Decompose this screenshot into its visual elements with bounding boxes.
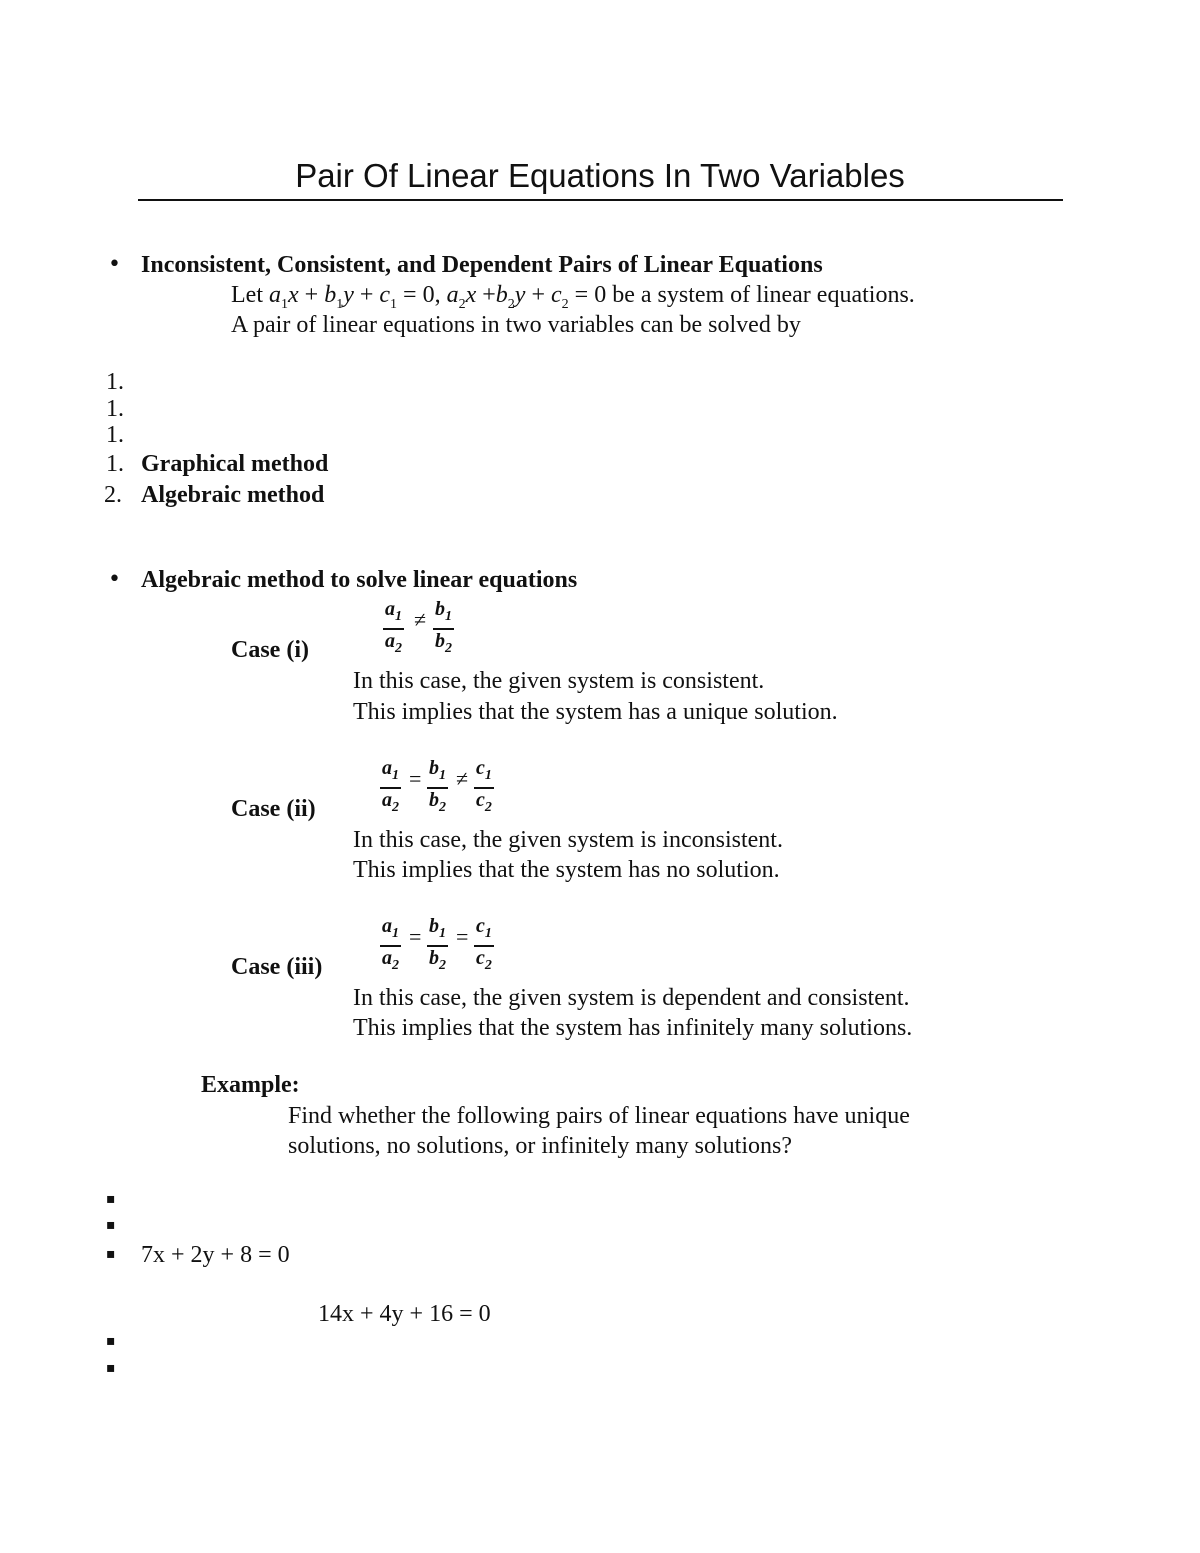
equation-2: 14x + 4y + 16 = 0 (318, 1301, 491, 1327)
fraction-b1-b2: $\frac{b_1}{b_2}$ (429, 915, 446, 973)
equation-1: 7x + 2y + 8 = 0 (141, 1242, 290, 1268)
case-label: Case (ii) (231, 796, 316, 822)
fraction-c1-c2: $\frac{c_1}{c_2}$ (476, 757, 492, 815)
fraction-b1-b2: $\frac{b_1}{b_2}$ (429, 757, 446, 815)
square-bullet-icon: ▪ (106, 1333, 116, 1349)
fraction-c1-c2: $\frac{c_1}{c_2}$ (476, 915, 492, 973)
case-text: This implies that the system has infinitely many solutions. (353, 1015, 913, 1041)
list-marker: 1. (106, 422, 124, 448)
equal-sign: = (456, 924, 469, 949)
list-marker: 1. (106, 396, 124, 422)
fraction-a1-a2: $\frac{a_1}{a_2}$ (382, 757, 399, 815)
title-underline (138, 199, 1063, 201)
square-bullet-icon: ▪ (106, 1360, 116, 1376)
list-item-graphical: Graphical method (141, 451, 329, 477)
case-label: Case (i) (231, 637, 309, 663)
example-text: Find whether the following pairs of linear equations have unique (288, 1103, 910, 1129)
section1-heading: Inconsistent, Consistent, and Dependent Pairs of Linear Equations (141, 252, 823, 278)
square-bullet-icon: ▪ (106, 1246, 116, 1262)
not-equal-sign: ≠ (456, 766, 469, 791)
case-text: In this case, the given system is dependent and consistent. (353, 985, 910, 1011)
case-text: This implies that the system has no solution. (353, 857, 780, 883)
list-item-algebraic: Algebraic method (141, 482, 325, 508)
solved-by-text: A pair of linear equations in two variables can be solved by (231, 312, 801, 338)
system-definition: Let $a_1x + b_1y + c_1 = 0$, $a_2x +b_2y + c_2 = 0$ be a system of linear equations. (231, 282, 915, 312)
equal-sign: = (409, 766, 422, 791)
not-equal-sign: ≠ (414, 607, 427, 632)
example-label: Example: (201, 1072, 300, 1098)
fraction-b1-b2: $\frac{b_1}{b_2}$ (435, 598, 452, 656)
list-marker: 1. (106, 451, 124, 477)
list-marker: 2. (104, 482, 122, 508)
bullet-icon: • (108, 252, 121, 277)
page-title: Pair Of Linear Equations In Two Variables (295, 157, 905, 194)
fraction-a1-a2: $\frac{a_1}{a_2}$ (382, 915, 399, 973)
case-text: This implies that the system has a unique solution. (353, 699, 838, 725)
case-text: In this case, the given system is consistent. (353, 668, 765, 694)
square-bullet-icon: ▪ (106, 1217, 116, 1233)
list-marker: 1. (106, 369, 124, 395)
square-bullet-icon: ▪ (106, 1191, 116, 1207)
case-label: Case (iii) (231, 954, 323, 980)
bullet-icon: • (108, 567, 121, 592)
example-text: solutions, no solutions, or infinitely many solutions? (288, 1133, 792, 1159)
section2-heading: Algebraic method to solve linear equations (141, 567, 578, 593)
case-text: In this case, the given system is inconsistent. (353, 827, 783, 853)
equal-sign: = (409, 924, 422, 949)
fraction-a1-a2: $\frac{a_1}{a_2}$ (385, 598, 402, 656)
